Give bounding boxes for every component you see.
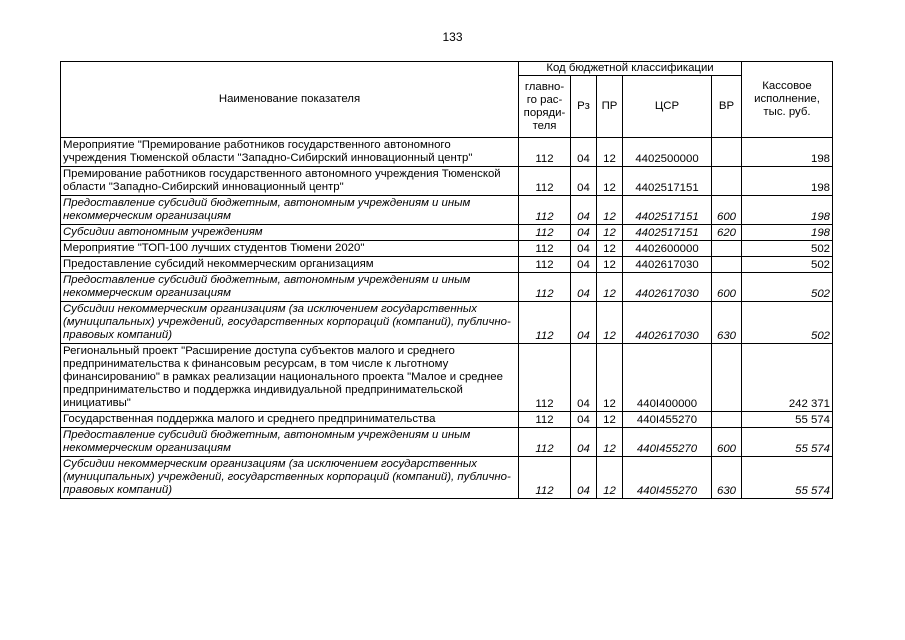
pr-cell: 12: [597, 257, 623, 273]
main-manager-cell: 112: [519, 225, 571, 241]
header-vr: ВР: [712, 76, 742, 138]
vr-cell: [712, 167, 742, 196]
pr-cell: 12: [597, 344, 623, 412]
pr-cell: 12: [597, 273, 623, 302]
amount-cell: 198: [742, 225, 833, 241]
vr-cell: 630: [712, 302, 742, 344]
table-row: [61, 196, 833, 225]
table-row: [61, 225, 833, 241]
vr-cell: [712, 257, 742, 273]
header-indicator: Наименование показателя: [61, 62, 519, 138]
vr-cell: 600: [712, 428, 742, 457]
vr-cell: [712, 138, 742, 167]
pr-cell: 12: [597, 428, 623, 457]
pr-cell: 12: [597, 167, 623, 196]
main-manager-cell: 112: [519, 257, 571, 273]
header-pr: ПР: [597, 76, 623, 138]
pr-cell: 12: [597, 225, 623, 241]
vr-cell: [712, 344, 742, 412]
rz-cell: 04: [571, 241, 597, 257]
indicator-cell: Мероприятие "ТОП-100 лучших студентов Тюмени 2020": [61, 241, 519, 257]
table-body: [61, 138, 833, 499]
indicator-cell: Субсидии некоммерческим организациям (за исключением государственных (муниципальных) учреждений, государственных корпораций (компаний), публично-правовых компаний): [61, 302, 519, 344]
header-execution: Кассовое исполнение, тыс. руб.: [742, 62, 833, 138]
amount-cell: 55 574: [742, 412, 833, 428]
rz-cell: 04: [571, 302, 597, 344]
indicator-cell: Предоставление субсидий бюджетным, автономным учреждениям и иным некоммерческим организациям: [61, 196, 519, 225]
indicator-cell: Региональный проект "Расширение доступа субъектов малого и среднего предпринимательства к финансовым ресурсам, в том числе к льготному финансированию" в рамках реализации национального проекта "Малое и среднее предпринимательство и поддержка индивидуальной предпринимательской инициативы": [61, 344, 519, 412]
main-manager-cell: 112: [519, 412, 571, 428]
rz-cell: 04: [571, 457, 597, 499]
rz-cell: 04: [571, 138, 597, 167]
indicator-cell: Предоставление субсидий бюджетным, автономным учреждениям и иным некоммерческим организациям: [61, 428, 519, 457]
csr-cell: 4402617030: [623, 273, 712, 302]
main-manager-cell: 112: [519, 457, 571, 499]
main-manager-cell: 112: [519, 196, 571, 225]
pr-cell: 12: [597, 138, 623, 167]
pr-cell: 12: [597, 302, 623, 344]
pr-cell: 12: [597, 196, 623, 225]
main-manager-cell: 112: [519, 344, 571, 412]
header-csr: ЦСР: [623, 76, 712, 138]
main-manager-cell: 112: [519, 302, 571, 344]
header-rz: Рз: [571, 76, 597, 138]
table-row: [61, 273, 833, 302]
amount-cell: 198: [742, 196, 833, 225]
indicator-cell: Субсидии некоммерческим организациям (за исключением государственных (муниципальных) учреждений, государственных корпораций (компаний), публично-правовых компаний): [61, 457, 519, 499]
amount-cell: 242 371: [742, 344, 833, 412]
table-row: [61, 428, 833, 457]
csr-cell: 4402617030: [623, 257, 712, 273]
amount-cell: 55 574: [742, 457, 833, 499]
table-row: [61, 241, 833, 257]
budget-table: [60, 61, 833, 499]
amount-cell: 502: [742, 257, 833, 273]
rz-cell: 04: [571, 344, 597, 412]
amount-cell: 502: [742, 302, 833, 344]
header-budget-code: Код бюджетной классификации: [519, 62, 742, 76]
main-manager-cell: 112: [519, 273, 571, 302]
rz-cell: 04: [571, 225, 597, 241]
indicator-cell: Предоставление субсидий бюджетным, автономным учреждениям и иным некоммерческим организациям: [61, 273, 519, 302]
indicator-cell: Предоставление субсидий некоммерческим организациям: [61, 257, 519, 273]
csr-cell: 4402500000: [623, 138, 712, 167]
table-row: [61, 412, 833, 428]
amount-cell: 502: [742, 273, 833, 302]
csr-cell: 4402517151: [623, 225, 712, 241]
rz-cell: 04: [571, 412, 597, 428]
pr-cell: 12: [597, 241, 623, 257]
vr-cell: 620: [712, 225, 742, 241]
vr-cell: [712, 412, 742, 428]
main-manager-cell: 112: [519, 241, 571, 257]
rz-cell: 04: [571, 257, 597, 273]
vr-cell: [712, 241, 742, 257]
amount-cell: 198: [742, 167, 833, 196]
csr-cell: 4402617030: [623, 302, 712, 344]
main-manager-cell: 112: [519, 138, 571, 167]
main-manager-cell: 112: [519, 167, 571, 196]
vr-cell: 600: [712, 273, 742, 302]
indicator-cell: Мероприятие "Премирование работников государственного автономного учреждения Тюменской области "Западно-Сибирский инновационный центр": [61, 138, 519, 167]
indicator-cell: Премирование работников государственного автономного учреждения Тюменской области "Западно-Сибирский инновационный центр": [61, 167, 519, 196]
rz-cell: 04: [571, 428, 597, 457]
rz-cell: 04: [571, 167, 597, 196]
vr-cell: 630: [712, 457, 742, 499]
csr-cell: 440I400000: [623, 344, 712, 412]
pr-cell: 12: [597, 412, 623, 428]
page-number: 133: [442, 30, 463, 44]
table-row: [61, 302, 833, 344]
rz-cell: 04: [571, 196, 597, 225]
csr-cell: 440I455270: [623, 457, 712, 499]
table-row: [61, 257, 833, 273]
csr-cell: 440I455270: [623, 428, 712, 457]
csr-cell: 4402600000: [623, 241, 712, 257]
amount-cell: 198: [742, 138, 833, 167]
vr-cell: 600: [712, 196, 742, 225]
rz-cell: 04: [571, 273, 597, 302]
amount-cell: 55 574: [742, 428, 833, 457]
table-row: [61, 344, 833, 412]
table-row: [61, 138, 833, 167]
csr-cell: 4402517151: [623, 196, 712, 225]
pr-cell: 12: [597, 457, 623, 499]
indicator-cell: Субсидии автономным учреждениям: [61, 225, 519, 241]
csr-cell: 440I455270: [623, 412, 712, 428]
amount-cell: 502: [742, 241, 833, 257]
table-row: [61, 457, 833, 499]
table-row: [61, 167, 833, 196]
csr-cell: 4402517151: [623, 167, 712, 196]
main-manager-cell: 112: [519, 428, 571, 457]
header-main-manager: главно-го рас-поряди-теля: [519, 76, 571, 138]
indicator-cell: Государственная поддержка малого и среднего предпринимательства: [61, 412, 519, 428]
